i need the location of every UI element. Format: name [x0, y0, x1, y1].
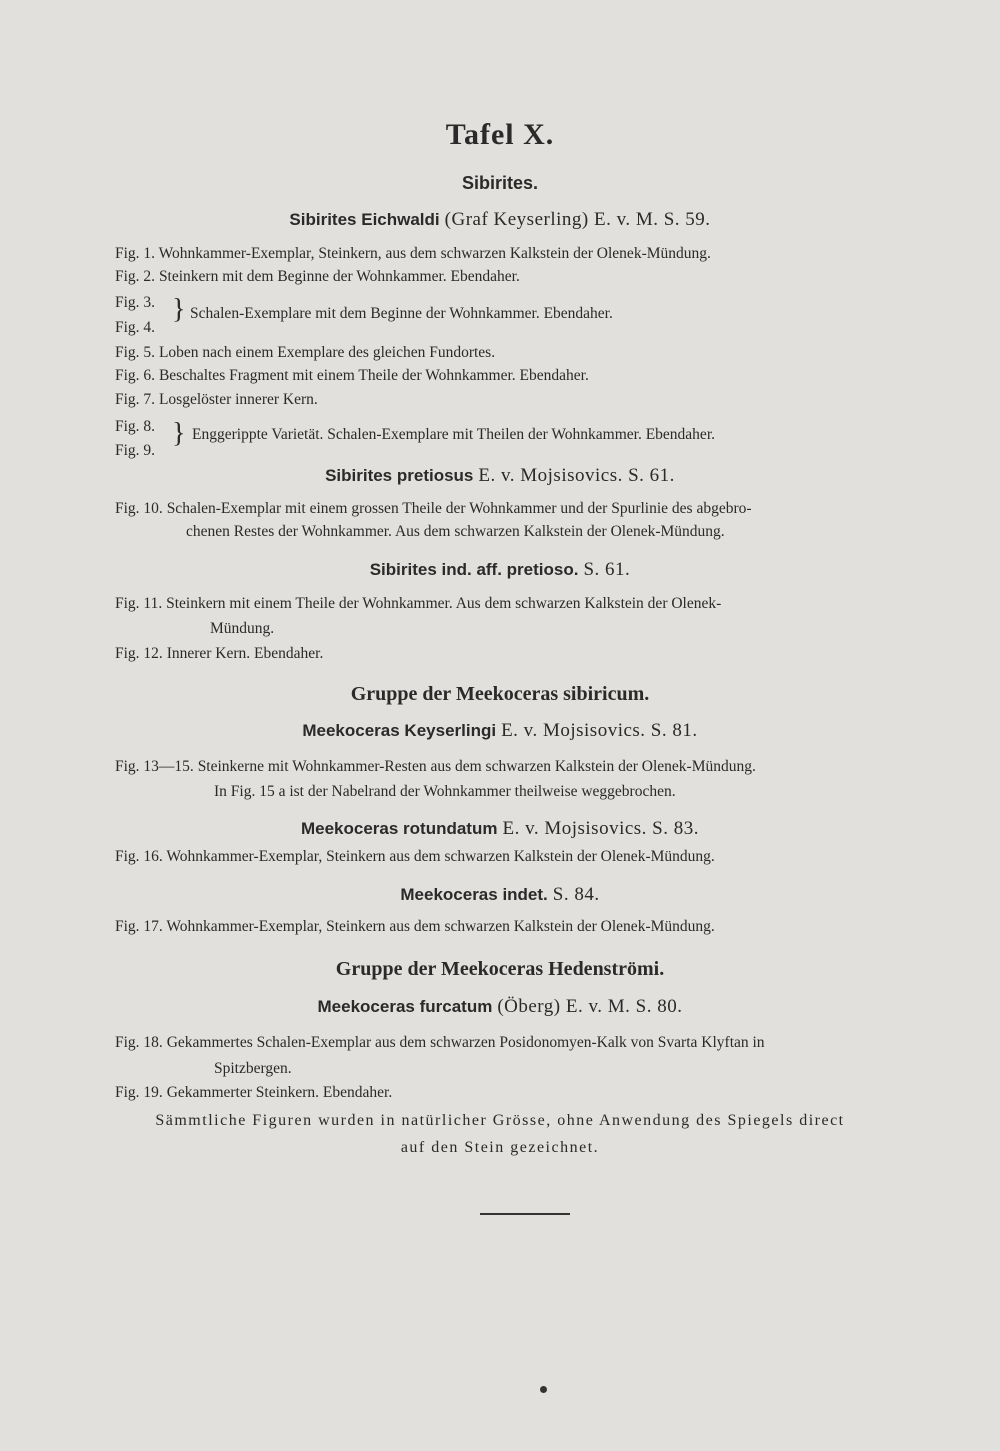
species-heading [0, 558, 1000, 581]
figure-caption: Fig. 19. Gekammerter Steinkern. Ebendaher. [115, 1084, 393, 1101]
species-authority: E. v. Mojsisovics. S. 83. [502, 818, 700, 839]
figure-caption-continuation: In Fig. 15 a ist der Nabelrand der Wohnkammer theilweise weggebrochen. [214, 783, 676, 800]
figure-caption: Fig. 5. Loben nach einem Exemplare des gleichen Fundortes. [115, 344, 496, 361]
figure-caption: Fig. 18. Gekammertes Schalen-Exemplar aus dem schwarzen Posidonomyen-Kalk von Svarta Klyftan in [115, 1034, 765, 1051]
figure-caption: Fig. 16. Wohnkammer-Exemplar, Steinkern aus dem schwarzen Kalkstein der Olenek-Mündung. [115, 848, 715, 865]
section-heading-sibirites: Sibirites. [461, 173, 539, 193]
species-name: Meekoceras Keyserlingi [302, 721, 497, 740]
group-heading: Gruppe der Meekoceras sibiricum. [350, 683, 650, 705]
species-heading [0, 883, 1000, 906]
figure-caption: Fig. 12. Innerer Kern. Ebendaher. [115, 645, 324, 662]
figure-caption: Fig. 11. Steinkern mit einem Theile der Wohnkammer. Aus dem schwarzen Kalkstein der Olenek- [115, 595, 722, 612]
figure-caption: Schalen-Exemplare mit dem Beginne der Wohnkammer. Ebendaher. [190, 305, 613, 322]
plate-title: Tafel X. [445, 118, 555, 151]
species-name: Meekoceras furcatum [317, 997, 493, 1016]
figure-caption: Fig. 17. Wohnkammer-Exemplar, Steinkern aus dem schwarzen Kalkstein der Olenek-Mündung. [115, 918, 715, 935]
species-name: Sibirites pretiosus [325, 466, 474, 485]
figure-caption: Fig. 1. Wohnkammer-Exemplar, Steinkern, aus dem schwarzen Kalkstein der Olenek-Mündung. [115, 245, 711, 262]
species-heading [0, 719, 1000, 742]
species-name: Meekoceras rotundatum [300, 819, 498, 838]
species-name: Sibirites ind. aff. pretioso. [369, 560, 579, 579]
species-authority: S. 84. [552, 884, 600, 905]
species-heading [0, 995, 1000, 1018]
closing-note-line: Sämmtliche Figuren wurden in natürlicher Grösse, ohne Anwendung des Spiegels direct [155, 1112, 845, 1129]
species-authority: (Graf Keyserling) E. v. M. S. 59. [444, 209, 711, 230]
figure-caption-continuation: chenen Restes der Wohnkammer. Aus dem schwarzen Kalkstein der Olenek-Mündung. [186, 523, 725, 540]
figure-number: Fig. 9. [115, 442, 156, 459]
species-name: Meekoceras indet. [400, 885, 548, 904]
species-authority: E. v. Mojsisovics. S. 61. [478, 465, 675, 486]
figure-caption: Fig. 6. Beschaltes Fragment mit einem Theile der Wohnkammer. Ebendaher. [115, 367, 589, 384]
species-authority: E. v. Mojsisovics. S. 81. [501, 720, 698, 741]
figure-caption: Fig. 2. Steinkern mit dem Beginne der Wohnkammer. Ebendaher. [115, 268, 520, 285]
closing-note-line: auf den Stein gezeichnet. [400, 1139, 600, 1156]
species-heading [0, 208, 1000, 231]
brace-glyph: } [172, 418, 186, 449]
species-authority: S. 61. [583, 559, 631, 580]
figure-caption-continuation: Spitzbergen. [214, 1060, 292, 1077]
brace-glyph: } [172, 294, 186, 325]
figure-number: Fig. 8. [115, 418, 156, 435]
page-dot-mark [540, 1386, 547, 1393]
species-heading [0, 464, 1000, 487]
figure-caption-continuation: Mündung. [210, 620, 275, 637]
species-heading [0, 817, 1000, 840]
closing-rule [480, 1213, 570, 1215]
group-heading: Gruppe der Meekoceras Hedenströmi. [335, 958, 665, 980]
figure-caption: Enggerippte Varietät. Schalen-Exemplare mit Theilen der Wohnkammer. Ebendaher. [192, 426, 715, 443]
figure-caption: Fig. 7. Losgelöster innerer Kern. [115, 391, 318, 408]
figure-number: Fig. 3. [115, 294, 156, 311]
species-name: Sibirites Eichwaldi [289, 210, 440, 229]
figure-caption: Fig. 10. Schalen-Exemplar mit einem grossen Theile der Wohnkammer und der Spurlinie des abgebro- [115, 500, 752, 517]
figure-caption: Fig. 13—15. Steinkerne mit Wohnkammer-Resten aus dem schwarzen Kalkstein der Olenek-Mündung. [115, 758, 756, 775]
figure-number: Fig. 4. [115, 319, 156, 336]
species-authority: (Öberg) E. v. M. S. 80. [497, 996, 683, 1017]
